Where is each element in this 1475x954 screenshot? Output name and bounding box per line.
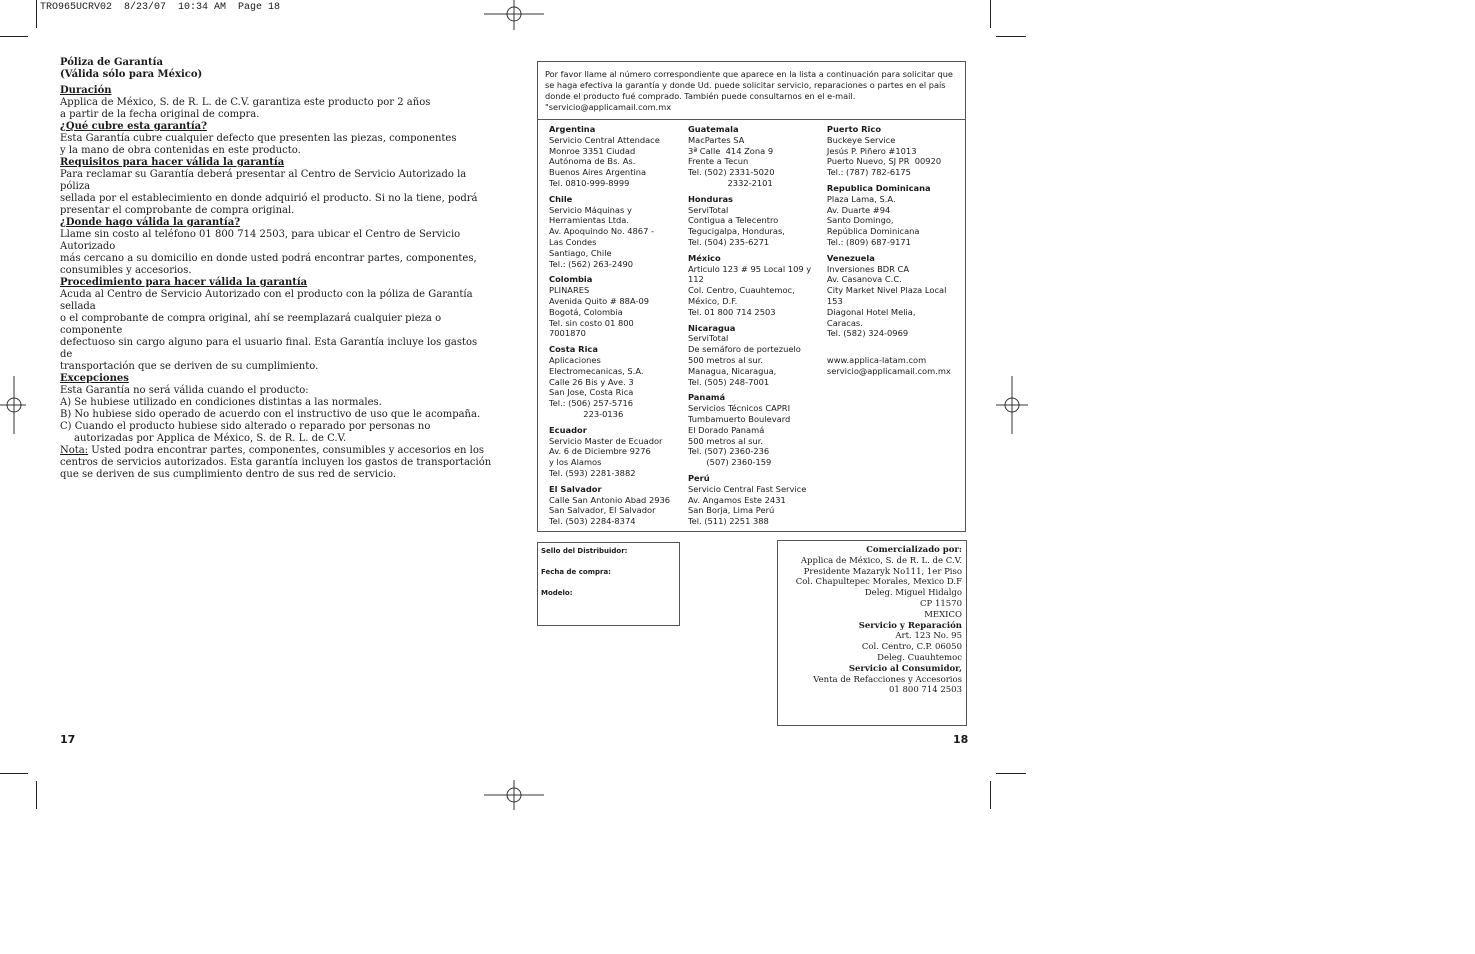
section-line: defectuoso sin cargo alguno para el usuario final. Esta Garantía incluye los gastos de [60,337,478,360]
section-line: Acuda al Centro de Servicio Autorizado con el producto con la póliza de Garantía sellada [60,289,473,312]
address-line: Servicio Master de Ecuador [549,435,663,446]
country-entry [827,253,961,339]
crop-mark [996,36,1026,37]
country-entry [549,344,688,420]
address-line: Calle San Antonio Abad 2936 [549,494,671,505]
address-line: Tel. (593) 2281-3882 [549,467,636,478]
address-line: Puerto Nuevo, SJ PR 00920 [826,156,942,167]
section-heading: Requisitos para hacer válida la garantía [60,157,285,168]
address-line: 2332-2101 [687,177,773,188]
address-line: 7001870 [549,328,586,339]
commercial-line: Venta de Refacciones y Accesorios [813,674,962,685]
country-name: Colombia [549,274,593,285]
country-name: Ecuador [549,424,587,435]
address-line: Tel. (503) 2284-8374 [549,516,636,527]
address-line: Av. Casanova C.C. [826,274,902,285]
address-line: Tel. (505) 248-7001 [687,376,770,387]
address-line: Tel. (582) 324-0969 [826,328,909,339]
address-line: Frente a Tecun [687,156,749,167]
exceptions-list [60,397,492,445]
crop-mark [996,773,1026,774]
address-line: Caracas. [826,317,863,328]
note-text: Usted podra encontrar partes, componentes, consumibles y accesorios en los centros de servicios autorizados. Esta garantía incluyen los gastos de transportación que se deriven de sus cumplimiento dentro de sus red de servicio. [60,445,492,480]
address-line: Tel. (511) 2251 388 [687,516,769,527]
section-line: Esta Garantía no será válida cuando el producto: [60,385,309,396]
address-line: Av. Duarte #94 [826,204,891,215]
address-line: 112 [687,274,704,285]
address-line: Col. Centro, Cuauhtemoc, [687,285,795,296]
country-entry [688,323,827,388]
service-directory [537,61,966,532]
address-line: Inversiones BDR CA [826,263,910,274]
warranty-subtitle: (Válida sólo para México) [60,69,203,80]
directory-intro: Por favor llame al número correspondiente que aparece en la lista a continuación para solicitar que se haga efectiva la garantía y donde Ud. puede solicitar servicio, reparaciones o partes en el país donde el producto fué comprado. También puede consultarnos en el e-mail. "servicio@applicamail.com.mx [538,62,965,120]
commercial-line: Col. Centro, C.P. 06050 [861,642,962,653]
address-line: y los Alamos [549,457,602,468]
address-line: Av. Angamos Este 2431 [687,494,786,505]
country-entry [688,473,827,527]
commercial-line: Deleg. Miguel Hidalgo [864,588,962,599]
web-line: servicio@applicamail.com.mx [826,365,951,376]
address-line: Tel. 01 800 714 2503 [687,306,776,317]
address-line: Articulo 123 # 95 Local 109 y [687,263,812,274]
exception-item: C) Cuando el producto hubiese sido alterado o reparado por personas no autorizadas por Applica de México, S. de R. L. de C.V. [60,421,431,444]
crop-mark [0,773,28,774]
registration-mark-icon [484,0,544,30]
country-entry [549,124,688,189]
address-line: Tel. 0810-999-8999 [549,177,630,188]
section-heading: Excepciones [60,373,129,384]
country-name: Republica Dominicana [826,182,931,193]
address-line: Diagonal Hotel Melia, [826,306,916,317]
address-line: Servicio Central Attendace [549,134,660,145]
address-line: Avenida Quito # 88A-09 [549,295,650,306]
address-line: ServiTotal [687,333,729,344]
address-line: De semáforo de portezuelo [687,344,801,355]
country-name: Guatemala [687,124,739,134]
directory-column-1 [549,124,688,532]
address-line: Tel. (504) 235-6271 [687,236,770,247]
commercial-line: Presidente Mazaryk No111, 1er Piso [803,566,962,577]
section-heading: Procedimiento para hacer válida la garantía [60,277,308,288]
section-line: a partir de la fecha original de compra. [60,109,260,120]
address-line: City Market Nivel Plaza Local [826,285,947,296]
country-entry [688,392,827,468]
country-name: El Salvador [549,483,602,494]
page-number-left: 17 [60,733,76,746]
address-line: Bogotá, Colombia [549,306,623,317]
commercial-line: Servicio al Consumidor, [848,663,962,674]
address-line: Buenos Aires Argentina [549,167,647,178]
distributor-stamp-box [537,542,680,626]
address-line: Tel. (502) 2331-5020 [687,167,775,178]
section-heading: Duración [60,85,112,96]
warranty-policy [60,57,492,481]
address-line: Tumbamuerto Boulevard [687,413,791,424]
address-line: El Dorado Panamá [687,424,765,435]
seal-label: Sello del Distribuidor: [541,547,628,555]
section-line: o el comprobante de compra original, ahí se reemplazará cualquier pieza o componente [60,313,442,336]
warranty-title: Póliza de Garantía [60,57,163,68]
section-line: Para reclamar su Garantía deberá presentar al Centro de Servicio Autorizado la póliza [60,169,467,192]
country-entry [688,194,827,248]
country-entry [827,124,961,178]
address-line: Tel.: (506) 257-5716 [549,398,634,409]
address-line: 153 [826,295,843,306]
address-line: San Salvador, El Salvador [549,505,656,516]
address-line: 500 metros al sur. [687,354,764,365]
address-line: Tel. sin costo 01 800 [549,317,634,328]
address-line: Servicio Máquinas y [549,204,632,215]
country-entry [688,253,827,318]
address-line: Tel.: (562) 263-2490 [549,258,634,269]
address-line: Electromecanicas, S.A. [549,365,644,376]
section-line: Applica de México, S. de R. L. de C.V. garantiza este producto por 2 años [60,97,431,108]
country-entry [549,425,688,479]
registration-mark-icon [0,376,26,434]
crop-mark [36,0,37,28]
commercial-line: Col. Chapultepec Morales, Mexico D.F [795,577,962,588]
country-entry [549,484,688,527]
section-line: más cercano a su domicilio en donde usted podrá encontrar partes, componentes, [60,253,477,264]
commercial-line: MEXICO [924,609,962,620]
country-name: Argentina [549,124,596,134]
commercial-info-box [777,540,967,726]
crop-mark [990,781,991,809]
commercial-line: Art. 123 No. 95 [895,631,962,642]
exception-item: A) Se hubiese utilizado en condiciones distintas a las normales. [60,397,382,408]
crop-mark [0,36,28,37]
address-line: Monroe 3351 Ciudad [549,145,636,156]
address-line: Buckeye Service [826,134,896,145]
address-line: Tegucigalpa, Honduras, [687,226,785,237]
country-entry [688,124,827,189]
directory-column-3 [827,124,961,532]
web-line: www.applica-latam.com [826,355,927,366]
address-line: Autónoma de Bs. As. [549,156,636,167]
address-line: República Dominicana [826,226,920,237]
directory-column-2 [688,124,827,532]
country-name: Perú [687,472,710,483]
address-line: San Borja, Lima Perú [687,505,775,516]
crop-mark [990,0,991,28]
commercial-line: Servicio y Reparación [858,620,962,631]
country-name: Honduras [687,193,733,204]
address-line: México, D.F. [687,295,738,306]
section-heading: ¿Donde hago válida la garantía? [60,217,241,228]
address-line: Servicio Central Fast Service [687,483,807,494]
registration-mark-icon [996,376,1028,434]
address-line: Contigua a Telecentro [687,215,779,226]
address-line: ServiTotal [687,204,729,215]
address-line: Tel. (507) 2360-236 [687,446,770,457]
country-name: Venezuela [826,252,875,263]
address-line: 3ª Calle 414 Zona 9 [687,145,774,156]
country-name: Nicaragua [687,322,736,333]
address-line: Calle 26 Bis y Ave. 3 [549,376,634,387]
address-line: 500 metros al sur. [687,435,764,446]
country-name: México [687,252,721,263]
country-entry [827,183,961,248]
country-entry [549,194,688,270]
address-line: Las Condes [549,236,597,247]
section-line: y la mano de obra contenidas en este producto. [60,145,301,156]
country-name: Chile [549,193,573,204]
section-line: consumibles y accesorios. [60,265,192,276]
commercial-line: Comercializado por: [866,545,962,555]
section-line: sellada por el establecimiento en donde adquirió el producto. Si no la tiene, podrá [60,193,478,204]
country-name: Puerto Rico [826,124,882,134]
commercial-line: CP 11570 [920,598,962,609]
note-label: Nota: [60,445,89,456]
address-line: MacPartes SA [687,134,745,145]
address-line: PLINARES [549,285,590,296]
address-line: Santo Domingo, [826,215,894,226]
registration-mark-icon [484,780,544,810]
address-line: Herramientas Ltda. [549,215,630,226]
address-line: Tel.: (809) 687-9171 [826,236,911,247]
country-name: Panamá [687,392,726,403]
section-line: presentar el comprobante de compra original. [60,205,295,216]
country-entry [549,274,688,339]
section-heading: ¿Qué cubre esta garantía? [60,121,207,132]
address-line: Tel.: (787) 782-6175 [826,167,911,178]
address-line: Av. 6 de Diciembre 9276 [549,446,651,457]
crop-mark [36,781,37,809]
section-line: Esta Garantía cubre cualquier defecto que presenten las piezas, componentes [60,133,457,144]
address-line: Plaza Lama, S.A. [826,193,896,204]
section-line: transportación que se deriven de su cumplimiento. [60,361,319,372]
commercial-line: Applica de México, S. de R. L. de C.V. [800,555,962,566]
web-contacts [827,355,961,377]
address-line: Aplicaciones [549,354,601,365]
address-line: Managua, Nicaragua, [687,365,777,376]
page-number-right: 18 [953,733,969,746]
warranty-sections [60,85,492,397]
commercial-line: Deleg. Cuauhtemoc [877,652,962,663]
address-line: Santiago, Chile [549,247,612,258]
warranty-note [60,445,492,481]
address-line: Jesús P. Piñero #1013 [826,145,917,156]
address-line: Servicios Técnicos CAPRI [687,403,791,414]
address-line: 223-0136 [549,408,624,419]
address-line: (507) 2360-159 [687,457,772,468]
commercial-line: 01 800 714 2503 [888,685,962,696]
country-name: Costa Rica [549,344,598,355]
section-line: Llame sin costo al teléfono 01 800 714 2503, para ubicar el Centro de Servicio Autorizado [60,229,461,252]
print-slug: TRO965UCRV02 8/23/07 10:34 AM Page 18 [40,2,281,13]
purchase-date-label: Fecha de compra: [541,568,611,576]
exception-item: B) No hubiese sido operado de acuerdo con el instructivo de uso que le acompaña. [60,409,481,420]
address-line: San Jose, Costa Rica [549,387,634,398]
model-label: Modelo: [541,589,573,597]
address-line: Av. Apoquindo No. 4867 - [549,226,654,237]
